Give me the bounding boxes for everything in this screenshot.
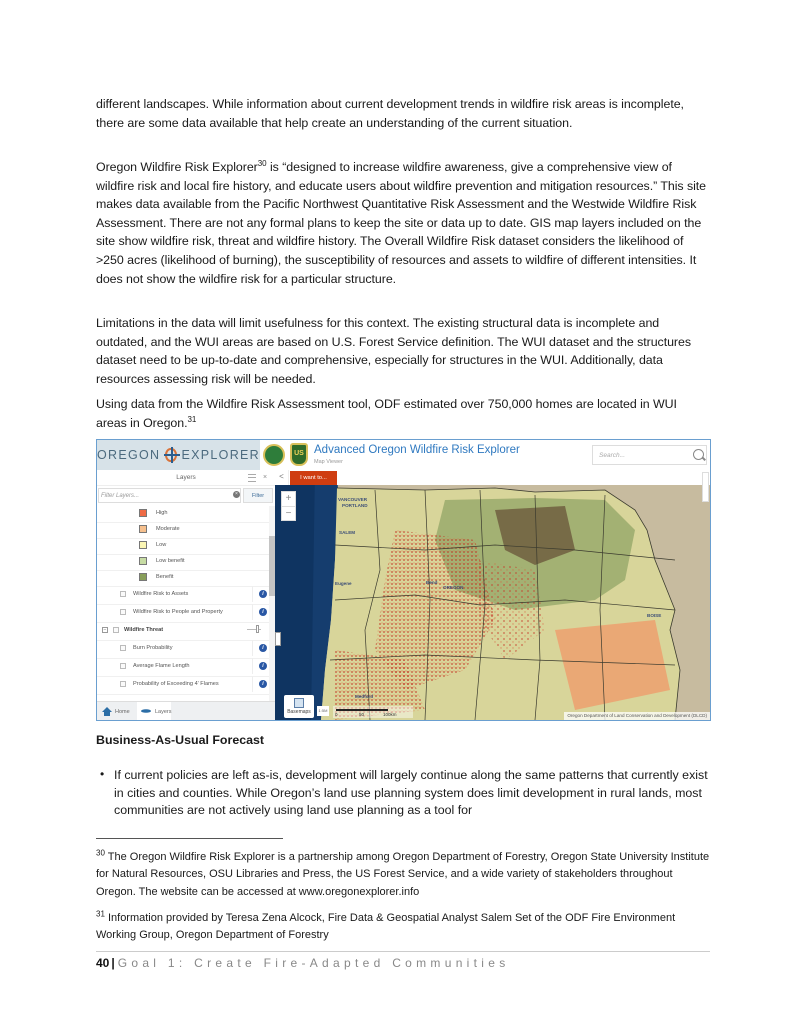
info-icon[interactable]: i (259, 590, 267, 598)
i-want-to-button[interactable]: I want to... (290, 471, 337, 485)
layer-item[interactable]: Average Flame Length i (97, 658, 269, 677)
info-icon[interactable]: i (259, 662, 267, 670)
city-label: BOISE (647, 613, 662, 618)
filter-button[interactable]: Filter (243, 488, 273, 503)
legend-swatch (139, 509, 147, 517)
scale-label: 100km (383, 712, 397, 717)
risk-explorer-screenshot (96, 439, 711, 721)
legend-item: Low benefit (97, 554, 269, 571)
footnote-divider (96, 838, 283, 839)
layer-list (97, 506, 275, 701)
group-checkbox[interactable] (113, 627, 119, 633)
footnote-ref-31[interactable]: 31 (187, 414, 197, 424)
footer-separator: | (111, 956, 115, 970)
menu-icon[interactable] (248, 474, 256, 482)
compass-icon (165, 448, 176, 462)
city-label: SALEM (339, 530, 356, 535)
odf-seal-icon (263, 444, 285, 466)
filter-layers-input[interactable]: Filter Layers... (98, 488, 241, 503)
panel-footer-tabs (97, 701, 275, 721)
footnote-31: $^{31}$ Information provided by Teresa Zena Alcock, Fire Data & Geospatial Analyst Salem Set of the ODF Fire Environment Working Group, Oregon Department of Forestry (96, 909, 676, 942)
paragraph-intro: different landscapes. While information about current development trends in wildfire risk areas is incomplete, there are some data available that help create an understanding of the current situation. (96, 97, 684, 130)
wildfire-risk-map (275, 485, 710, 720)
legend-swatch (139, 541, 147, 549)
divider (252, 586, 253, 602)
legend-item: Low (97, 538, 269, 555)
city-label: PORTLAND (342, 503, 368, 508)
legend-item: Moderate (97, 522, 269, 539)
clear-filter-icon[interactable]: × (233, 491, 240, 498)
close-icon[interactable]: × (263, 474, 268, 481)
layer-item[interactable]: Wildfire Risk to People and Property i (97, 604, 269, 623)
divider (252, 640, 253, 656)
map-scrollbar[interactable] (702, 472, 709, 502)
legend-swatch (139, 573, 147, 581)
divider (252, 604, 253, 620)
legend-swatch (139, 557, 147, 565)
section-heading: Business-As-Usual Forecast (96, 733, 265, 747)
page-number: 40 (96, 956, 110, 970)
oregon-explorer-logo[interactable]: OREGON EXPLORER (97, 440, 260, 470)
tab-home[interactable]: Home (97, 702, 137, 721)
collapse-group-icon[interactable]: − (103, 627, 107, 633)
info-icon[interactable]: i (259, 608, 267, 616)
page-footer (96, 956, 510, 970)
footnote-30: $^{30}$ The Oregon Wildfire Risk Explorer is a partnership among Oregon Department of Forestry, Oregon State University Institute for Natural Resources, OSU Libraries and Press, the US Forest Service, and a wide variety of stakeholders throughout Oregon. The website can be accessed at www.oregonexplorer.info (96, 848, 710, 898)
app-title: Advanced Oregon Wildfire Risk Explorer (314, 444, 520, 456)
bullet-dot: • (100, 767, 105, 781)
scale-label: 0 (335, 712, 338, 717)
footer-title: Goal 1: Create Fire-Adapted Communities (117, 956, 510, 970)
zoom-in-button[interactable]: + (285, 493, 292, 504)
paragraph-homes-estimate: Using data from the Wildfire Risk Assessment tool, ODF estimated over 750,000 homes are located in WUI areas in Oregon.$^{31}$ (96, 397, 677, 430)
city-label: Bend (426, 580, 438, 585)
scale-bar-line (336, 709, 388, 711)
tab-layers[interactable]: Layers (137, 702, 171, 721)
info-icon[interactable]: i (259, 644, 267, 652)
paragraph-risk-explorer: Oregon Wildfire Risk Explorer$^{30}$ is “designed to increase wildfire awareness, give a comprehensive view of wildfire risk and local fire history, and educate users about wildfire prevention and mitigation resources.” This site makes data available from the Pacific Northwest Quantitative Risk Assessment and the Westwide Wildfire Risk Assessment. There are not any formal plans to keep the site or data up to date. GIS map layers included on the site show wildfire risk, threat and wildfire history. The Overall Wildfire Risk dataset considers the likelihood of >250 acres (likelihood of burning), the susceptibility of resources and assets to wildfire of different intensities. It does not show the wildfire risk for a particular structure. (96, 158, 707, 286)
bullet-item: • If current policies are left as-is, development will largely continue along the same patterns that currently exist in cities and counties. While Oregon’s land use planning system does limit development in rural lands, most communities are not actively using land use planning as a tool for (100, 767, 708, 818)
opacity-slider-handle[interactable] (256, 625, 259, 633)
layer-checkbox[interactable] (120, 663, 126, 669)
zoom-out-button[interactable]: − (282, 506, 295, 521)
map-attribution: Oregon Department of Land Conservation and Development (DLCD) (564, 712, 710, 720)
search-icon[interactable] (693, 449, 704, 460)
legend-item: Benefit (97, 570, 269, 587)
legend-item: High (97, 506, 269, 523)
footer-divider (96, 951, 710, 952)
panel-resize-handle[interactable] (275, 632, 281, 646)
city-label: Eugene (335, 581, 352, 586)
layer-item[interactable]: Probability of Exceeding 4' Flames i (97, 676, 269, 695)
city-label: Medford (355, 694, 374, 699)
usfs-shield-icon: US (290, 443, 308, 466)
layer-checkbox[interactable] (120, 591, 126, 597)
legend-swatch (139, 525, 147, 533)
collapse-panel-button[interactable]: < (275, 470, 289, 485)
search-input[interactable]: Search... (592, 445, 707, 465)
basemaps-button[interactable]: Basemaps (284, 695, 314, 718)
scale-label: 50 (359, 712, 365, 717)
map-canvas[interactable] (275, 485, 710, 720)
basemap-icon (294, 698, 304, 708)
layers-panel-header (97, 470, 275, 486)
zoom-control (281, 491, 296, 521)
divider (252, 658, 253, 674)
layers-panel (97, 470, 275, 720)
filter-row (97, 488, 275, 504)
layer-checkbox[interactable] (120, 645, 126, 651)
scale-badge[interactable]: 1:5M (317, 706, 329, 716)
app-header (97, 440, 710, 470)
layers-panel-title: Layers (176, 474, 196, 481)
layer-item[interactable]: Burn Probability i (97, 640, 269, 659)
city-label: VANCOUVER (338, 497, 368, 502)
layer-checkbox[interactable] (120, 609, 126, 615)
layer-checkbox[interactable] (120, 681, 126, 687)
scale-bar (333, 706, 413, 718)
info-icon[interactable]: i (259, 680, 267, 688)
paragraph-limitations: Limitations in the data will limit usefulness for this context. The existing structural data is incomplete and outdated, and the WUI areas are based on U.S. Forest Service definition. The WUI dataset and the structures dataset need to be up-to-date and comprehensive, especially for structures in the WUI. Additionally, data resources assessing risk will be needed. (96, 316, 691, 386)
home-icon (102, 707, 112, 712)
city-label: OREGON (443, 585, 464, 590)
divider (252, 676, 253, 692)
layer-group-wildfire-threat[interactable]: − Wildfire Threat (97, 622, 269, 641)
layers-icon (141, 709, 151, 713)
layer-item[interactable]: Wildfire Risk to Assets i (97, 586, 269, 605)
app-subtitle: Map Viewer (314, 459, 343, 465)
footnote-ref-30[interactable]: 30 (257, 158, 267, 168)
